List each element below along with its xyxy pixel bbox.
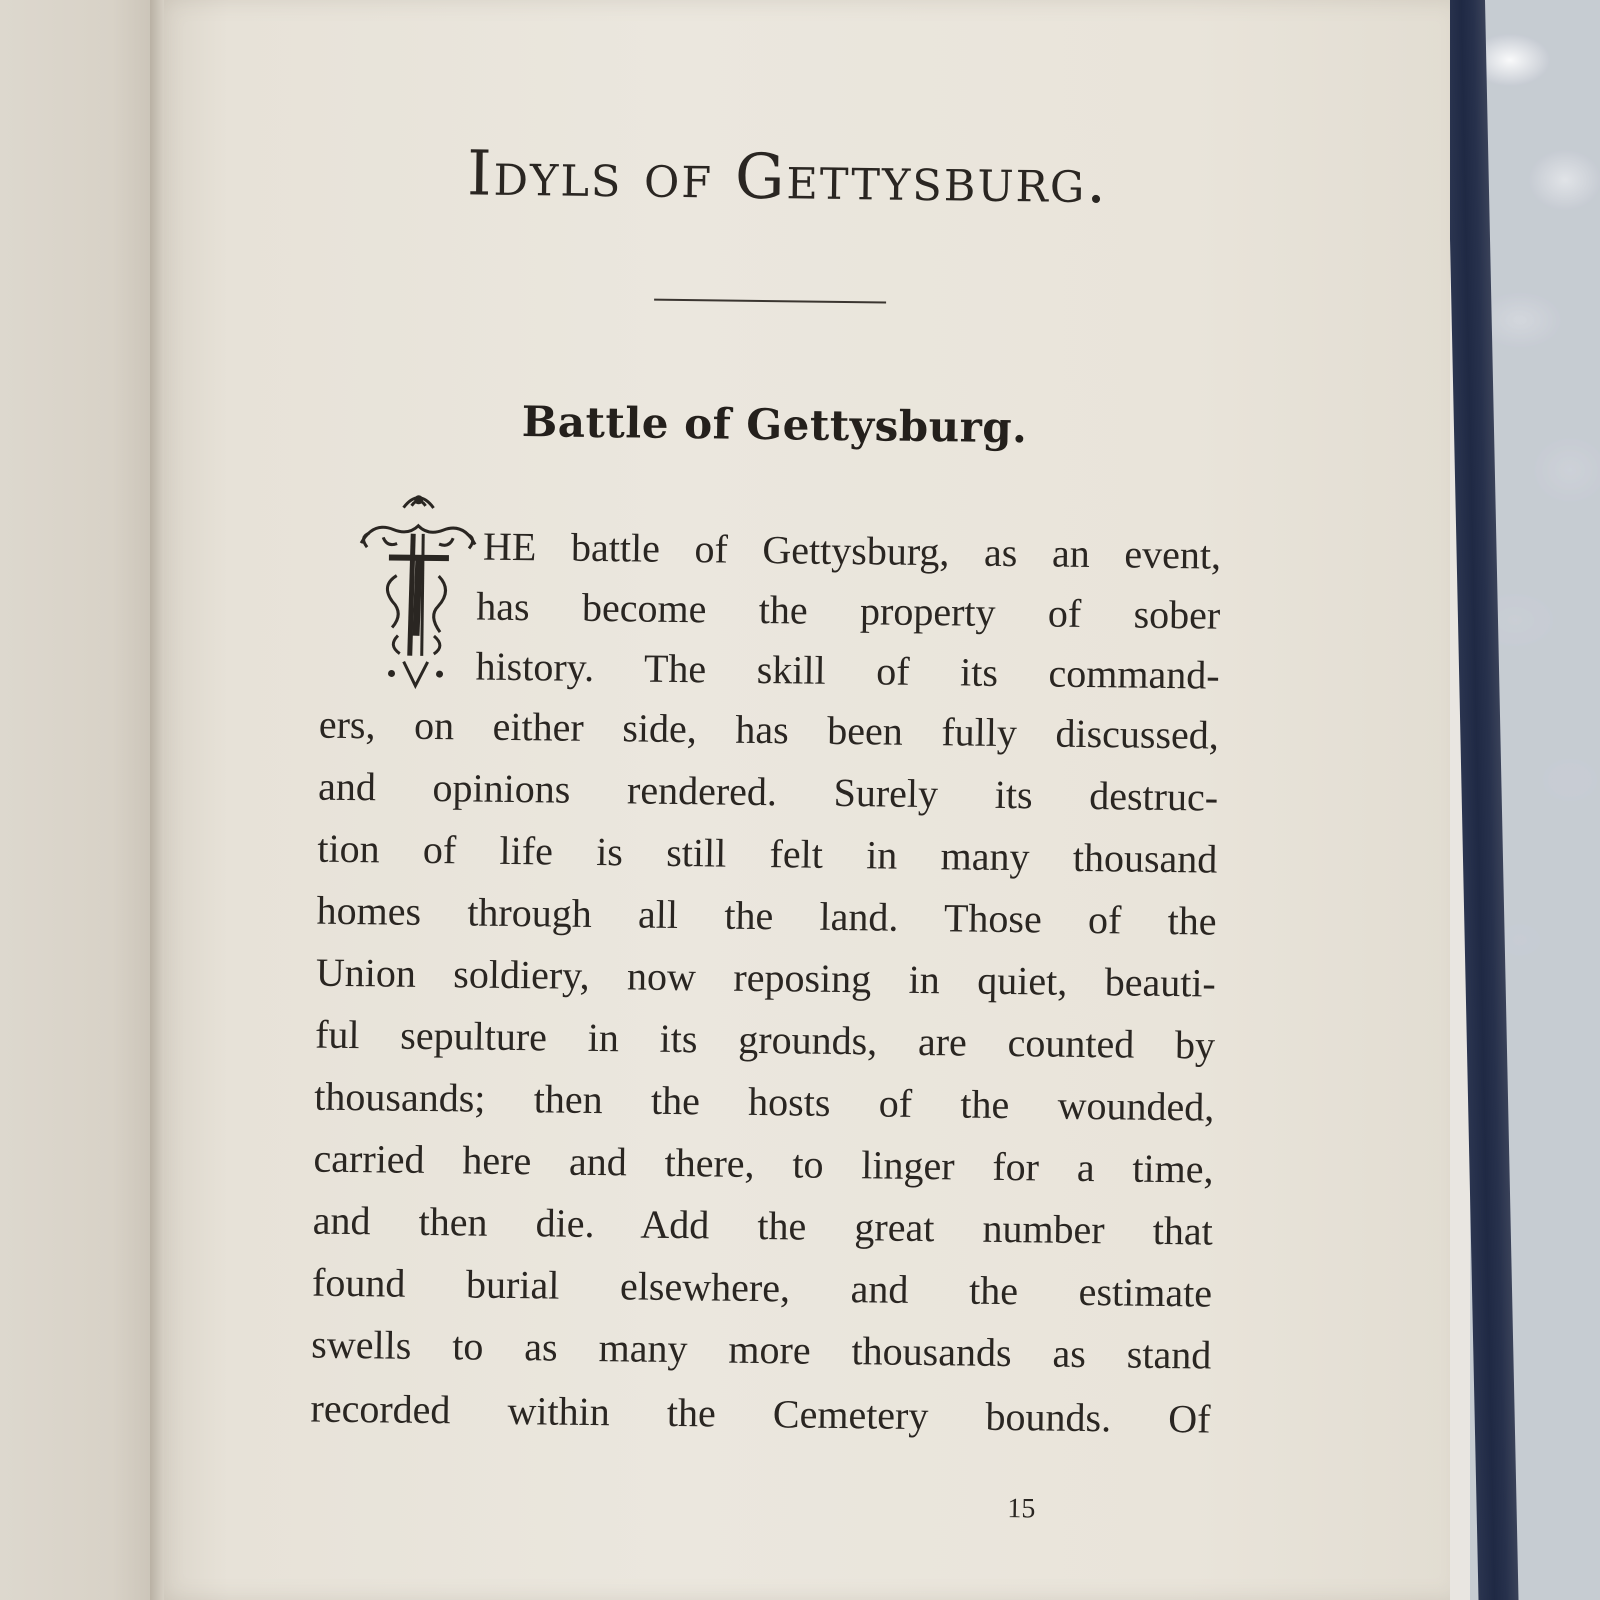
body-line: HE battle of Gettysburg, as an event, [482,523,1222,578]
body-line: recorded within the Cemetery bounds. Of [310,1385,1211,1442]
body-line: and then die. Add the great number that [312,1197,1214,1254]
body-line: carried here and there, to linger for a time, [313,1135,1214,1192]
body-line: ful sepulture in its grounds, are counted by [314,1011,1216,1068]
body-line: swells to as many more thousands as stand [311,1321,1212,1378]
body-line: has become the property of sober [476,583,1221,638]
body-line: thousands; then the hosts of the wounded, [314,1073,1215,1130]
body-text [308,0,1227,1600]
body-line: Union soldiery, now reposing in quiet, beauti- [315,949,1217,1006]
chapter-heading: Battle of Gettysburg. [521,397,1028,453]
page-number: 15 [1007,1493,1036,1525]
body-line: tion of life is still felt in many thousand [317,825,1218,882]
body-line: ers, on either side, has been fully discussed, [318,701,1220,758]
body-line: found burial elsewhere, and the estimate [311,1259,1213,1316]
body-line: history. The skill of its command- [475,643,1220,698]
running-title: Idyls of Gettysburg. [466,136,1109,218]
body-line: and opinions rendered. Surely its destruc- [317,763,1219,820]
body-line: homes through all the land. Those of the [316,887,1217,944]
